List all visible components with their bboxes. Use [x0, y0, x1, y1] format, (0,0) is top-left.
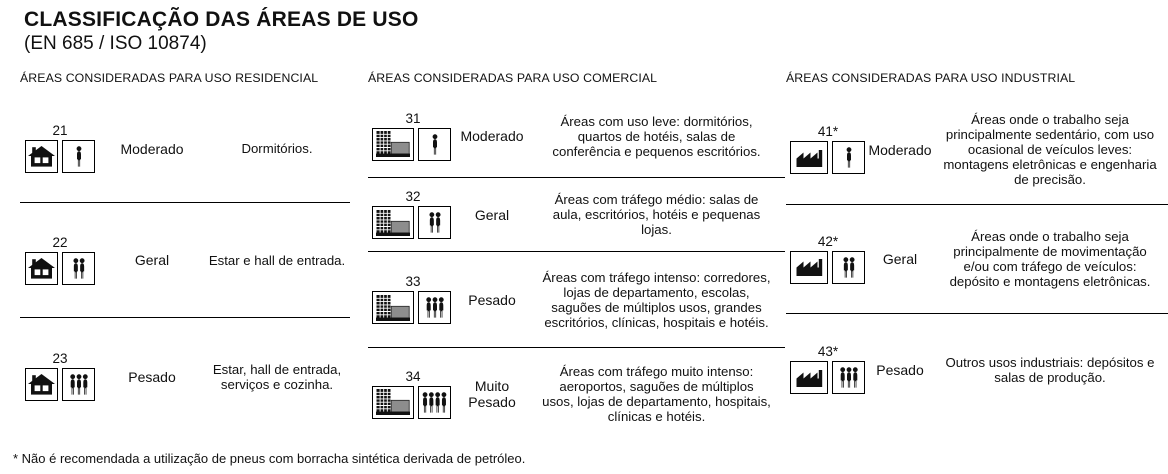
pictogram-boxes	[790, 251, 866, 284]
area-description: Estar, hall de entrada, serviços e cozinha.	[212, 361, 342, 392]
traffic-class-label: Pesado	[876, 361, 924, 378]
classification-row-42	[786, 205, 1168, 314]
page-title: CLASSIFICAÇÃO DAS ÁREAS DE USO	[24, 8, 419, 31]
classification-row-22	[20, 203, 350, 318]
area-description: Áreas com tráfego muito intenso: aeroportos, saguões de múltiplos usos, lojas de departamento, hospitais, clínicas e hotéis.	[542, 364, 771, 424]
class-code: 42*	[817, 233, 839, 249]
classification-row-32	[368, 178, 785, 252]
traffic-class-label: Pesado	[128, 368, 176, 385]
factory-icon	[790, 251, 828, 284]
traffic-class-label: Geral	[474, 206, 510, 223]
class-code: 33	[405, 274, 421, 289]
pictogram-block	[25, 236, 95, 285]
traffic-class-label: Geral	[882, 251, 918, 267]
page-subtitle: (EN 685 / ISO 10874)	[24, 33, 207, 54]
persons-icon	[418, 291, 451, 324]
area-description: Outros usos industriais: depósitos e salas de produção.	[945, 354, 1155, 385]
persons-icon	[418, 386, 451, 419]
classification-row-41	[786, 95, 1168, 205]
residential-column	[20, 71, 350, 435]
persons-icon	[418, 128, 451, 161]
class-code: 21	[52, 123, 68, 138]
pictogram-boxes	[790, 141, 866, 174]
persons-icon	[62, 252, 95, 285]
class-code: 23	[52, 351, 68, 366]
pictogram-boxes	[25, 252, 95, 285]
area-description: Áreas onde o trabalho seja principalmente de movimentação e/ou com tráfego de veículos: depósito e montagens eletrônicas.	[949, 229, 1151, 289]
classification-row-33	[368, 252, 785, 348]
class-code: 32	[405, 189, 421, 204]
pictogram-boxes	[25, 368, 95, 401]
commercial-building-icon	[372, 291, 414, 324]
traffic-class-label: Muito Pesado	[468, 378, 516, 410]
commercial-building-icon	[372, 386, 414, 419]
pictogram-boxes	[372, 386, 454, 419]
pictogram-block	[790, 125, 866, 174]
classification-row-23	[20, 318, 350, 435]
area-description: Áreas com tráfego médio: salas de aula, escritórios, hotéis e pequenas lojas.	[552, 192, 761, 237]
commercial-building-icon	[372, 206, 414, 239]
class-code: 34	[405, 368, 421, 384]
classification-row-21	[20, 95, 350, 203]
pictogram-boxes	[25, 140, 95, 173]
pictogram-block	[25, 124, 95, 173]
persons-icon	[62, 368, 95, 401]
footnote: * Não é recomendada a utilização de pneus com borracha sintética derivada de petróleo.	[13, 451, 526, 466]
commercial-column	[368, 71, 785, 440]
traffic-class-label: Moderado	[120, 140, 184, 157]
class-code: 43*	[817, 344, 839, 359]
pictogram-boxes	[372, 291, 454, 324]
classification-row-43	[786, 314, 1168, 425]
persons-icon	[418, 206, 451, 239]
pictogram-block	[790, 345, 866, 394]
pictogram-block	[372, 275, 454, 324]
persons-icon	[832, 251, 865, 284]
persons-icon	[832, 361, 865, 394]
industrial-column	[786, 71, 1168, 425]
pictogram-block	[372, 370, 454, 419]
commercial-building-icon	[372, 128, 414, 161]
area-description: Áreas onde o trabalho seja principalmente sedentário, com uso ocasional de veículos leves: montagens eletrônicas e engenharia de precisão.	[943, 112, 1157, 187]
factory-icon	[790, 141, 828, 174]
pictogram-boxes	[372, 128, 454, 161]
residential-column-header: ÁREAS CONSIDERADAS PARA USO RESIDENCIAL	[20, 71, 319, 85]
traffic-class-label: Moderado	[460, 128, 524, 144]
persons-icon	[62, 140, 95, 173]
pictogram-block	[372, 190, 454, 239]
pictogram-block	[372, 112, 454, 161]
house-icon	[25, 140, 58, 173]
classification-row-34	[368, 348, 785, 440]
house-icon	[25, 368, 58, 401]
commercial-column-header: ÁREAS CONSIDERADAS PARA USO COMERCIAL	[368, 71, 658, 85]
pictogram-boxes	[372, 206, 454, 239]
area-description: Áreas com tráfego intenso: corredores, lojas de departamento, escolas, saguões de múltiplos usos, grandes escritórios, clínicas, hospitais e hotéis.	[542, 269, 771, 330]
industrial-column-header: ÁREAS CONSIDERADAS PARA USO INDUSTRIAL	[786, 71, 1076, 85]
pictogram-block	[25, 352, 95, 401]
traffic-class-label: Geral	[134, 252, 170, 268]
area-description: Áreas com uso leve: dormitórios, quartos de hotéis, salas de conferência e pequenos escritórios.	[552, 113, 761, 159]
area-description: Estar e hall de entrada.	[208, 252, 346, 268]
house-icon	[25, 252, 58, 285]
classification-row-31	[368, 95, 785, 178]
area-description: Dormitórios.	[241, 141, 313, 156]
traffic-class-label: Pesado	[468, 291, 516, 308]
class-code: 31	[405, 110, 421, 126]
pictogram-block	[790, 235, 866, 284]
pictogram-boxes	[790, 361, 866, 394]
factory-icon	[790, 361, 828, 394]
class-code: 41*	[817, 124, 839, 139]
traffic-class-label: Moderado	[868, 141, 932, 158]
persons-icon	[832, 141, 865, 174]
class-code: 22	[52, 234, 68, 250]
